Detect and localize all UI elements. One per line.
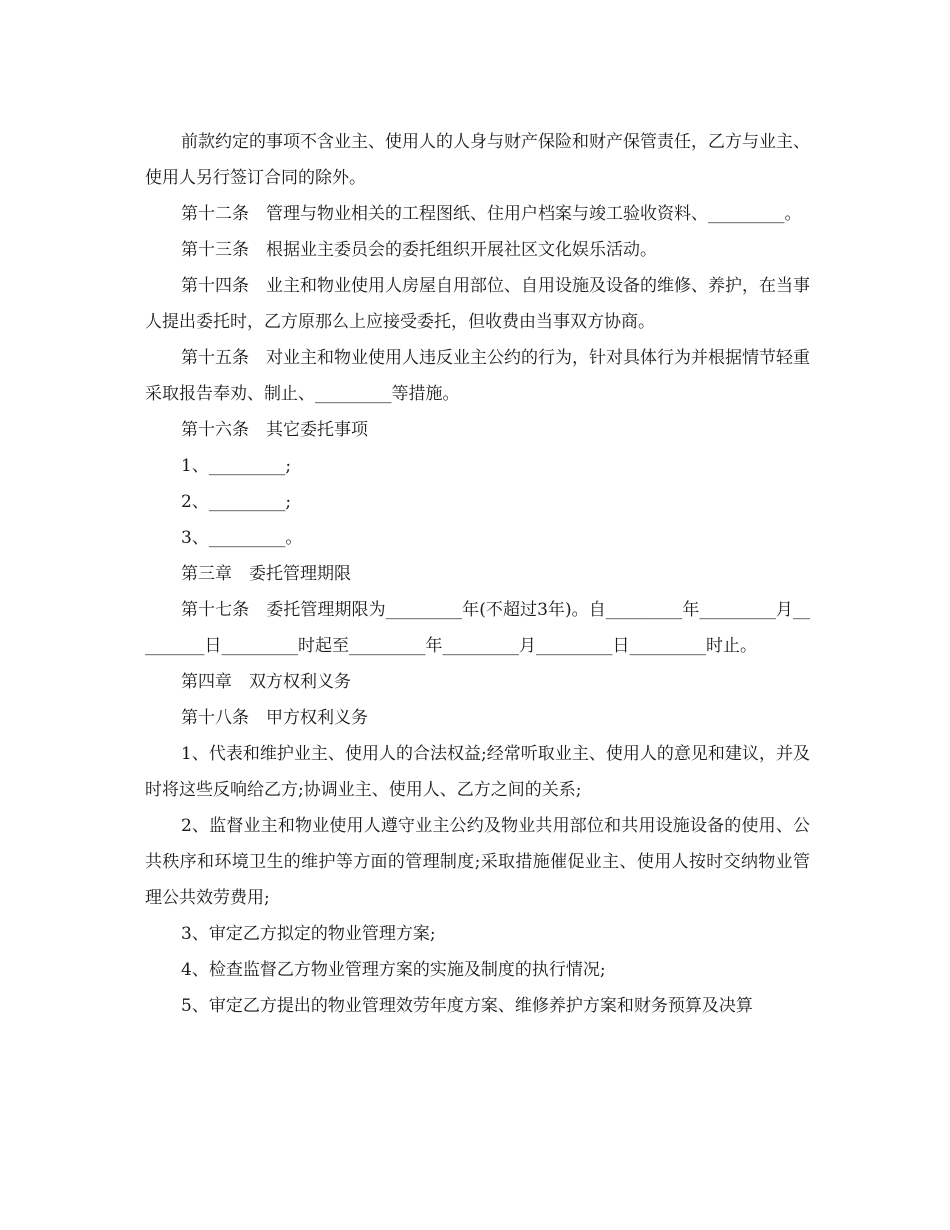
paragraph-article-12: 第十二条 管理与物业相关的工程图纸、住用户档案与竣工验收资料、_________。	[181, 204, 802, 224]
party-a-duty-5: 5、审定乙方提出的物业管理效劳年度方案、维修养护方案和财务预算及决算	[181, 996, 753, 1016]
list-item-3: 3、_________。	[181, 528, 303, 548]
list-item-2: 2、_________;	[181, 492, 292, 512]
list-item-1: 1、_________;	[181, 456, 292, 476]
chapter-4-heading: 第四章 双方权利义务	[181, 672, 351, 692]
chapter-3-heading: 第三章 委托管理期限	[181, 564, 351, 584]
party-a-duty-4: 4、检查监督乙方物业管理方案的实施及制度的执行情况;	[181, 960, 606, 980]
paragraph-article-17: 第十七条 委托管理期限为_________年(不超过3年)。自_________年_________月_________日_________时起至_________年_________月_________日_________时止。	[145, 600, 810, 656]
document-body	[145, 124, 810, 1024]
paragraph-insurance-exclusion: 前款约定的事项不含业主、使用人的人身与财产保险和财产保管责任，乙方与业主、使用人另行签订合同的除外。	[145, 132, 810, 188]
party-a-duty-1: 1、代表和维护业主、使用人的合法权益;经常听取业主、使用人的意见和建议，并及时将这些反响给乙方;协调业主、使用人、乙方之间的关系;	[145, 744, 810, 800]
paragraph-article-15: 第十五条 对业主和物业使用人违反业主公约的行为，针对具体行为并根据情节轻重采取报告奉劝、制止、_________等措施。	[145, 348, 810, 404]
paragraph-article-13: 第十三条 根据业主委员会的委托组织开展社区文化娱乐活动。	[181, 240, 657, 260]
party-a-duty-3: 3、审定乙方拟定的物业管理方案;	[181, 924, 436, 944]
paragraph-article-18: 第十八条 甲方权利义务	[181, 708, 368, 728]
party-a-duty-2: 2、监督业主和物业使用人遵守业主公约及物业共用部位和共用设施设备的使用、公共秩序和环境卫生的维护等方面的管理制度;采取措施催促业主、使用人按时交纳物业管理公共效劳费用;	[145, 816, 810, 908]
paragraph-article-16: 第十六条 其它委托事项	[181, 420, 368, 440]
paragraph-article-14: 第十四条 业主和物业使用人房屋自用部位、自用设施及设备的维修、养护，在当事人提出委托时，乙方原那么上应接受委托，但收费由当事双方协商。	[145, 276, 810, 332]
